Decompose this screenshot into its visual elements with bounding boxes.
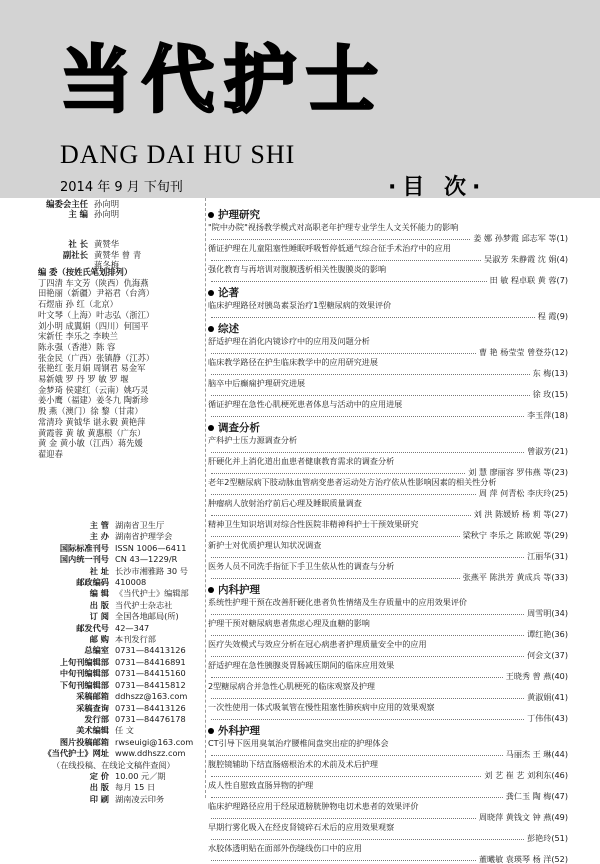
- article-authors: 江丽华: [527, 551, 551, 562]
- publishing-value: 长沙市湘雅路 30 号: [115, 566, 188, 577]
- article-page: (31): [551, 551, 568, 562]
- toc-entry[interactable]: [208, 738, 568, 759]
- dot-leader: [211, 719, 524, 720]
- column-divider: [205, 198, 206, 798]
- publishing-value: 湖南省卫生厅: [115, 520, 164, 531]
- publishing-label: 订 阅: [38, 611, 109, 622]
- editor-row: 宋新任 李乐之 李映兰: [38, 331, 198, 342]
- dot-leader: [211, 416, 524, 417]
- dot-leader: [211, 656, 524, 657]
- article-title: 成人性自慰致直肠异物的护理: [208, 780, 313, 790]
- article-title: 强化教育与再培训对腹膜透析相关性腹膜炎的影响: [208, 264, 386, 274]
- publishing-value: 本刊发行部: [115, 634, 156, 645]
- publishing-label: 邮发代号: [38, 623, 109, 634]
- publishing-row: [38, 714, 200, 725]
- bullet-icon: [208, 326, 214, 332]
- article-page: (37): [551, 650, 568, 661]
- toc-entry[interactable]: [208, 597, 568, 618]
- article-authors: 刘 艺 崔 艺 刘利东: [484, 770, 551, 781]
- article-title: 护理干预对糖尿病患者焦虑心理及血糖的影响: [208, 618, 370, 628]
- dot-leader: [211, 353, 476, 354]
- publishing-row: [38, 657, 200, 668]
- masthead-row: [38, 209, 198, 219]
- publishing-value: 0731—84413126: [115, 703, 186, 714]
- publishing-row: [38, 588, 200, 599]
- dot-leader: [211, 755, 503, 756]
- editor-row: 易新娥 罗 丹 罗 敏 罗 堰: [38, 374, 198, 385]
- publishing-label: 邮 购: [38, 634, 109, 645]
- article-page: (51): [551, 833, 568, 844]
- dot-leader: [211, 395, 530, 396]
- article-authors: 董曦敏 袁瑛琴 杨 洋: [479, 854, 551, 864]
- publishing-label: 出 版: [38, 600, 109, 611]
- dot-leader: [211, 776, 481, 777]
- toc-entry[interactable]: [208, 759, 568, 780]
- publishing-value: 0731—84413126: [115, 645, 186, 656]
- article-title: 临床护理路径对胰岛素泵治疗1型糖尿病的效果评价: [208, 300, 391, 310]
- publishing-row: [38, 760, 200, 771]
- publishing-row: [38, 543, 200, 554]
- toc-section-title: 外科护理: [218, 725, 260, 737]
- dot-leader: [211, 317, 535, 318]
- article-title: 腹腔镜辅助下结直肠癌根治术的术前及术后护理: [208, 759, 378, 769]
- publishing-value: 0731—84415812: [115, 680, 186, 691]
- publishing-label: 发行部: [38, 714, 109, 725]
- dot-leader: [211, 260, 481, 261]
- article-authors: 梁秋宁 李乐之 陈欧妮 等: [463, 530, 552, 541]
- article-authors: 刘 洪 陈媛娇 杨 莉 等: [474, 509, 552, 520]
- article-title: 舒适护理在消化内镜诊疗中的应用及问题分析: [208, 336, 370, 346]
- dot-leader: [211, 677, 503, 678]
- article-authors: 东 梅: [533, 368, 552, 379]
- toc-entry[interactable]: [208, 456, 568, 477]
- toc-entry[interactable]: [208, 357, 568, 378]
- article-page: (27): [551, 509, 568, 520]
- article-page: (1): [557, 233, 568, 244]
- publishing-value: 全国各地邮局(所): [115, 611, 179, 622]
- toc-section-title: 论著: [218, 287, 239, 299]
- article-authors: 李玉萍: [527, 410, 551, 421]
- editor-row: 殷 燕（澳门）徐 黎（甘肃）: [38, 406, 198, 417]
- article-authors: 田 敏 程卓联 黄 蓉: [490, 275, 557, 286]
- dot-leader: [211, 839, 524, 840]
- toc-entry[interactable]: [208, 843, 568, 864]
- dot-leader: [211, 698, 524, 699]
- article-page: (4): [557, 254, 568, 265]
- article-authors: 马丽杰 王 琳: [506, 749, 552, 760]
- editor-row: 张艳红 张月娟 周钢君 易金军: [38, 363, 198, 374]
- toc-section-title: 护理研究: [218, 209, 260, 221]
- article-authors: 周雪明: [527, 608, 551, 619]
- publishing-row: [38, 782, 200, 793]
- publishing-row: [38, 737, 200, 748]
- article-authors: 张燕平 陈洪芳 黄成兵 等: [463, 572, 552, 583]
- article-title: 医疗失效模式与效应分析在冠心病患者护理质量安全中的应用: [208, 639, 427, 649]
- publishing-label: 总编室: [38, 645, 109, 656]
- article-page: (21): [551, 446, 568, 457]
- publishing-label: 邮政编码: [38, 577, 109, 588]
- article-authors: 龚仁玉 陶 梅: [506, 791, 552, 802]
- article-page: (29): [551, 530, 568, 541]
- publishing-label: 国内统一刊号: [38, 554, 109, 565]
- publishing-label: 采稿邮箱: [38, 691, 109, 702]
- publishing-row: [38, 680, 200, 691]
- publishing-value: 湖南凌云印务: [115, 794, 164, 805]
- masthead-row: [38, 239, 198, 249]
- article-page: (33): [551, 572, 568, 583]
- toc-section-title: 调查分析: [218, 422, 260, 434]
- dot-leader: [211, 515, 471, 516]
- article-title: 产科护士压力源调查分析: [208, 435, 297, 445]
- article-authors: 刘 慧 廖丽容 罗伟燕 等: [468, 467, 551, 478]
- article-title: 系统性护理干预在改善肝硬化患者负性情绪及生存质量中的应用效果评价: [208, 597, 467, 607]
- masthead-label: 主 编: [38, 209, 88, 219]
- publishing-row: [38, 645, 200, 656]
- article-authors: 程 霞: [538, 311, 557, 322]
- bullet-icon: [208, 290, 214, 296]
- article-page: (43): [551, 713, 568, 724]
- toc-entry[interactable]: [208, 822, 568, 843]
- toc-section-heading: [208, 421, 568, 435]
- toc-entry[interactable]: [208, 300, 568, 321]
- publishing-value: 湖南省护理学会: [115, 531, 172, 542]
- article-page: (36): [551, 629, 568, 640]
- article-title: 舒适护理在急性胰腺炎胃肠减压期间的临床应用效果: [208, 660, 394, 670]
- editor-row: 常清玲 黄钺华 谌永毅 黄艳萍: [38, 417, 198, 428]
- dot-leader: [211, 557, 524, 558]
- editorial-board-list: [38, 278, 198, 460]
- article-authors: 曾淑芳: [527, 446, 551, 457]
- publishing-value: 10.00 元／期: [115, 771, 166, 782]
- article-authors: 王晓秀 曾 燕: [506, 671, 552, 682]
- publishing-label: 编 辑: [38, 588, 109, 599]
- article-authors: 徐 玫: [533, 389, 552, 400]
- toc-entry[interactable]: [208, 618, 568, 639]
- article-page: (41): [551, 692, 568, 703]
- toc-entry[interactable]: [208, 681, 568, 702]
- dot-leader: [211, 494, 476, 495]
- article-title: 新护士对优质护理认知状况调查: [208, 540, 321, 550]
- publishing-value: 0731—84476178: [115, 714, 186, 725]
- publishing-info: [38, 520, 200, 805]
- editor-row: 叶文琴（上海）叶志弘（浙江）: [38, 310, 198, 321]
- toc-entry[interactable]: [208, 336, 568, 357]
- toc-section-heading: [208, 583, 568, 597]
- publishing-row: [38, 668, 200, 679]
- publishing-value: 任 文: [115, 725, 134, 736]
- bullet-icon: [208, 212, 214, 218]
- publishing-label: 下旬刊编辑部: [38, 680, 109, 691]
- masthead-value: 黄赞华: [94, 239, 119, 249]
- article-page: (23): [551, 467, 568, 478]
- article-page: (15): [551, 389, 568, 400]
- journal-title: 当代护士: [60, 40, 388, 120]
- toc-entry[interactable]: [208, 561, 568, 582]
- publishing-row: [38, 600, 200, 611]
- article-title: 一次性使用一体式吸氧管在慢性阻塞性肺疾病中应用的效果观察: [208, 702, 435, 712]
- article-title: 肿瘤病人放射治疗前后心理及睡眠质量调查: [208, 498, 362, 508]
- publishing-row: [38, 691, 200, 702]
- masthead-label: 社 长: [38, 239, 88, 249]
- toc-section-heading: [208, 286, 568, 300]
- toc-entry[interactable]: [208, 399, 568, 420]
- dot-leader: [211, 614, 524, 615]
- toc-entry[interactable]: [208, 519, 568, 540]
- publishing-row: [38, 725, 200, 736]
- toc-section-heading: [208, 208, 568, 222]
- editor-row: 黄霞蓉 黄 敏 黄惠根（广东）: [38, 428, 198, 439]
- toc-entry[interactable]: [208, 660, 568, 681]
- article-authors: 何会文: [527, 650, 551, 661]
- article-page: (44): [551, 749, 568, 760]
- publishing-label: 《当代护士》网址: [38, 748, 109, 759]
- article-page: (34): [551, 608, 568, 619]
- masthead-value: 孙向明: [94, 209, 119, 219]
- publishing-value: 每月 15 日: [115, 782, 155, 793]
- dot-leader: [211, 536, 460, 537]
- article-page: (46): [551, 770, 568, 781]
- publishing-row: [38, 748, 200, 759]
- editor-row: 张金民（广西）张镇静（江苏）: [38, 353, 198, 364]
- publishing-label: 美术编辑: [38, 725, 109, 736]
- publishing-value: 0731—84416891: [115, 657, 186, 668]
- publishing-label: 图片投稿邮箱: [38, 737, 109, 748]
- article-title: 循证护理在急性心肌梗死患者体息与活动中的应用进展: [208, 399, 402, 409]
- toc-entry[interactable]: [208, 435, 568, 456]
- toc-section-heading: [208, 322, 568, 336]
- article-title: 临床护理路径应用于经尿道膀胱肿物电切术患者的效果评价: [208, 801, 418, 811]
- editor-row: 陈永强（香港）陈 容: [38, 342, 198, 353]
- article-page: (47): [551, 791, 568, 802]
- article-title: 医务人员不同洗手指征下手卫生依从性的调查与分析: [208, 561, 394, 571]
- toc-entry[interactable]: [208, 243, 568, 264]
- publishing-label: 上旬刊编辑部: [38, 657, 109, 668]
- article-title: 临床教学路径在护生临床教学中的应用研究进展: [208, 357, 378, 367]
- dot-leader: [211, 374, 530, 375]
- dot-leader: [211, 452, 524, 453]
- article-page: (7): [557, 275, 568, 286]
- article-page: (12): [551, 347, 568, 358]
- article-authors: 丁伟伟: [527, 713, 551, 724]
- dot-leader: [211, 860, 476, 861]
- toc-entry[interactable]: [208, 639, 568, 660]
- article-page: (13): [551, 368, 568, 379]
- article-page: (40): [551, 671, 568, 682]
- publishing-row: [38, 577, 200, 588]
- publishing-label: 印 刷: [38, 794, 109, 805]
- editorial-board: [38, 267, 198, 460]
- publishing-label: 主 办: [38, 531, 109, 542]
- toc-entry[interactable]: [208, 801, 568, 822]
- toc-section-title: 综述: [218, 323, 239, 335]
- article-title: 精神卫生知识培训对综合性医院非精神科护士干预效果研究: [208, 519, 418, 529]
- publishing-label: 主 管: [38, 520, 109, 531]
- editor-row: 翟迎春: [38, 449, 198, 460]
- bullet-icon: [208, 425, 214, 431]
- publishing-row: [38, 520, 200, 531]
- article-page: (18): [551, 410, 568, 421]
- article-title: 循证护理在儿童阻塞性睡眠呼吸暂停低通气综合征手术治疗中的应用: [208, 243, 451, 253]
- masthead-row: [38, 199, 198, 209]
- issue-date: 2014 年 9 月 下旬刊: [60, 176, 183, 195]
- table-of-contents: [208, 207, 568, 864]
- publishing-value: ISSN 1006—6411: [115, 543, 186, 554]
- editorial-board-heading: 编 委（按姓氏笔划排列）: [38, 267, 198, 278]
- bullet-icon: [208, 728, 214, 734]
- editor-row: 金梦琦 侯建红（云南）姚巧灵: [38, 385, 198, 396]
- publishing-value: www.ddhszz.com: [115, 748, 185, 759]
- toc-entry[interactable]: [208, 540, 568, 561]
- editor-row: 丁四清 车文芳（陕西）仇海燕: [38, 278, 198, 289]
- publishing-value: 0731—84415160: [115, 668, 186, 679]
- publishing-value: （在线投稿、在线论文稿件查阅）: [52, 760, 175, 771]
- toc-entry[interactable]: [208, 378, 568, 399]
- article-page: (49): [551, 812, 568, 823]
- masthead-label: 编委会主任: [38, 199, 88, 209]
- article-title: 早期行雾化吸入在经皮肾镜碎石术后的应用效果观察: [208, 822, 394, 832]
- publishing-row: [38, 771, 200, 782]
- publishing-label: 定 价: [38, 771, 109, 782]
- publishing-row: [38, 634, 200, 645]
- toc-section-title: 内科护理: [218, 584, 260, 596]
- article-title: 脑卒中后癫痫护理研究进展: [208, 378, 305, 388]
- publishing-label: 国际标准刊号: [38, 543, 109, 554]
- publishing-value: ddhszz@163.com: [115, 691, 187, 702]
- article-title: 老年2型糖尿病下肢动脉血管病变患者运动处方治疗依从性影响因素的相关性分析: [208, 477, 496, 487]
- publishing-row: [38, 531, 200, 542]
- article-authors: 吴淑芳 朱静霞 沈 娟: [484, 254, 556, 265]
- publishing-value: CN 43—1229/R: [115, 554, 177, 565]
- dot-leader: [211, 239, 470, 240]
- article-authors: 曹 艳 杨莹莹 曾登芬: [479, 347, 551, 358]
- article-authors: 周 萍 何青松 李庆玲: [479, 488, 551, 499]
- masthead-value: 蒋冬梅: [94, 260, 119, 270]
- toc-entry[interactable]: [208, 780, 568, 801]
- dot-leader: [211, 281, 487, 282]
- publishing-value: 当代护士杂志社: [115, 600, 172, 611]
- publishing-value: 42—347: [115, 623, 149, 634]
- bullet-icon: [208, 587, 214, 593]
- toc-entry[interactable]: [208, 264, 568, 285]
- article-title: 肝硬化并上消化道出血患者健康教育需求的调查分析: [208, 456, 394, 466]
- editor-row: 石煜庙 孙 红（北京）: [38, 299, 198, 310]
- masthead: [38, 199, 198, 270]
- publishing-label: 采稿查询: [38, 703, 109, 714]
- publishing-row: [38, 703, 200, 714]
- masthead-label: 副社长: [38, 250, 88, 260]
- toc-entry[interactable]: [208, 222, 568, 243]
- publishing-value: rwseuigi@163.com: [115, 737, 193, 748]
- dot-leader: [211, 797, 503, 798]
- editor-row: 黄 金 黄小敏（江西）蒋先媛: [38, 438, 198, 449]
- publishing-value: 410008: [115, 577, 146, 588]
- publishing-value: 《当代护士》编辑部: [115, 588, 189, 599]
- editor-row: 田艳丽（新疆）尹裕君（台湾）: [38, 288, 198, 299]
- article-title: "院中办院"视扬教学模式对高职老年护理专业学生人文关怀能力的影响: [208, 222, 458, 232]
- toc-heading: ·目 次·: [388, 170, 486, 201]
- article-page: (52): [551, 854, 568, 864]
- article-title: 水胶体透明贴在面部外伤缝线伤口中的应用: [208, 843, 362, 853]
- masthead-value: 黄赞华 曾 青: [94, 250, 141, 260]
- masthead-row: [38, 229, 198, 239]
- article-authors: 谭红艳: [527, 629, 551, 640]
- article-authors: 姜 娜 孙梦霞 邱志军 等: [473, 233, 556, 244]
- journal-pinyin-title: DANG DAI HU SHI: [60, 140, 295, 170]
- article-authors: 彭艳玲: [527, 833, 551, 844]
- article-authors: 周晓萍 黄钱文 钟 燕: [479, 812, 551, 823]
- article-page: (25): [551, 488, 568, 499]
- publishing-label: 出 版: [38, 782, 109, 793]
- publishing-row: [38, 611, 200, 622]
- dot-leader: [211, 635, 524, 636]
- editor-row: 姜小鹰（福建）姜冬九 陶新珍: [38, 395, 198, 406]
- publishing-label: 社 址: [38, 566, 109, 577]
- publishing-row: [38, 794, 200, 805]
- editor-row: 刘小明 成翼娟（四川）何国平: [38, 321, 198, 332]
- article-page: (9): [557, 311, 568, 322]
- toc-entry[interactable]: [208, 498, 568, 519]
- article-title: 2型糖尿病合并急性心肌梗死的临床观察及护理: [208, 681, 375, 691]
- toc-section-heading: [208, 724, 568, 738]
- article-authors: 黄淑娟: [527, 692, 551, 703]
- publishing-row: [38, 554, 200, 565]
- publishing-label: 中旬刊编辑部: [38, 668, 109, 679]
- publishing-row: [38, 623, 200, 634]
- masthead-row: [38, 250, 198, 260]
- dot-leader: [211, 818, 476, 819]
- toc-entry[interactable]: [208, 702, 568, 723]
- article-title: CT引导下医用臭氧治疗腰椎间盘突出症的护理体会: [208, 738, 389, 748]
- toc-entry[interactable]: [208, 477, 568, 498]
- cover-header: [0, 0, 600, 198]
- masthead-value: 孙向明: [94, 199, 119, 209]
- dot-leader: [211, 473, 465, 474]
- dot-leader: [211, 578, 460, 579]
- publishing-row: [38, 566, 200, 577]
